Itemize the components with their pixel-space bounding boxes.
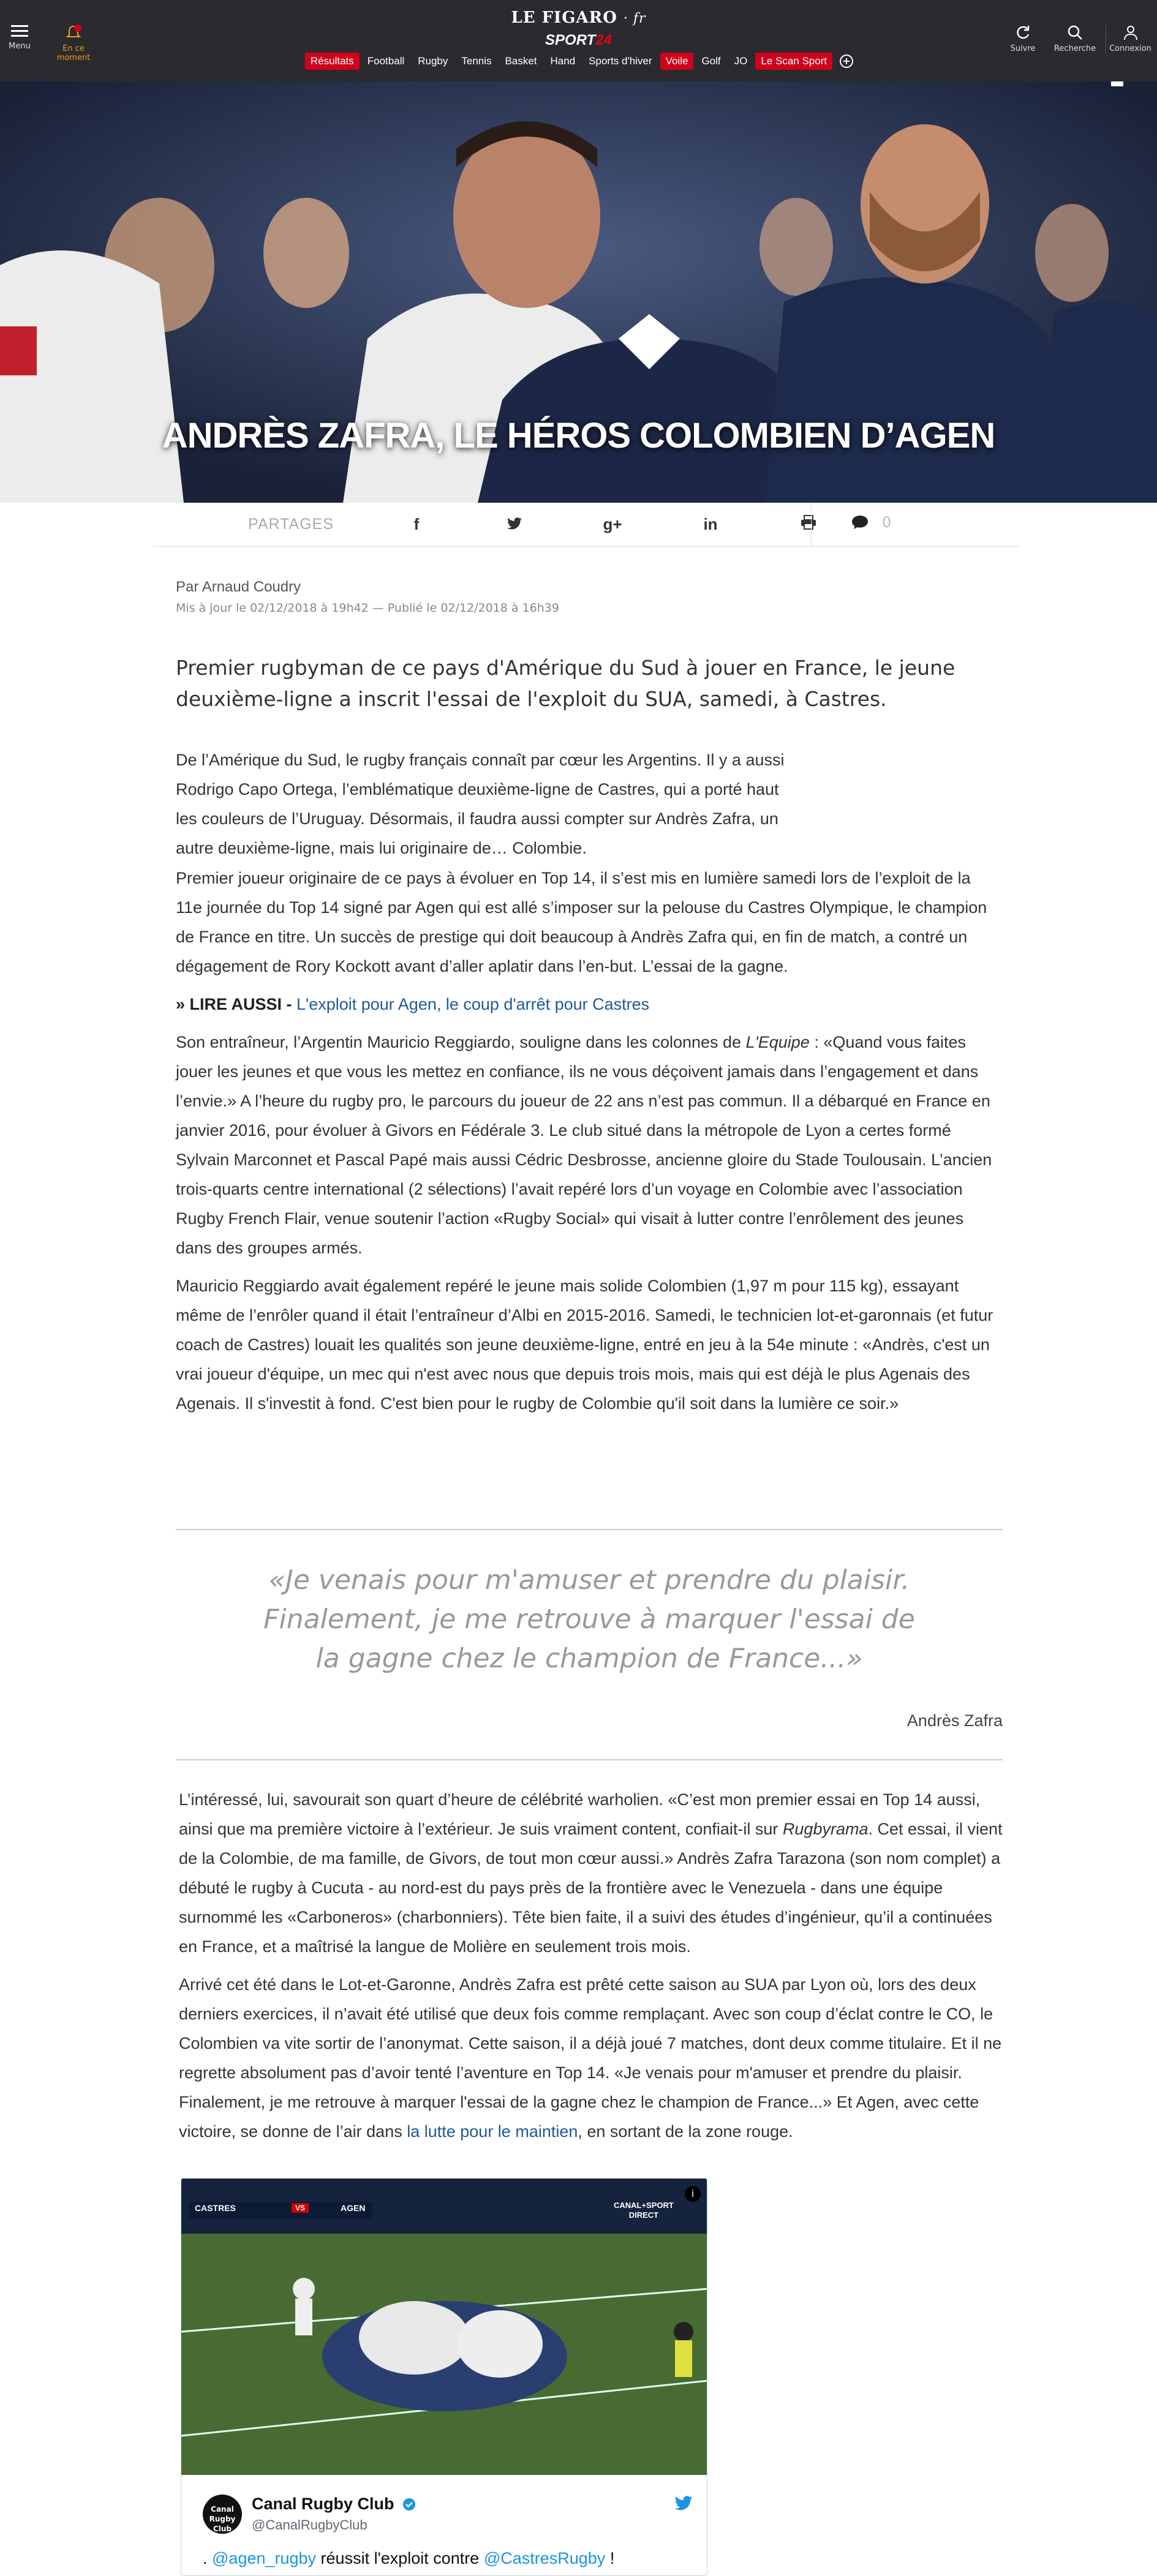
more-icon[interactable] (840, 54, 853, 68)
maintien-link[interactable]: la lutte pour le maintien (407, 2122, 578, 2141)
comment-icon (851, 515, 869, 530)
facebook-icon: f (413, 515, 420, 533)
linkedin-share-button[interactable] (661, 515, 759, 534)
article-body-p1 (176, 745, 794, 871)
nav-item[interactable]: Basket (505, 55, 537, 67)
linkedin-icon: in (703, 515, 718, 533)
google-plus-share-button[interactable] (563, 515, 661, 534)
search-icon (1067, 24, 1083, 40)
embedded-tweet[interactable] (181, 2178, 707, 2576)
paragraph: L’intéressé, lui, savourait son quart d’heure de célébrité warholien. «C’est mon premier essai en Top 14 aussi, ainsi que ma première victoire à l’extérieur. Je suis vraiment content, confiait-il sur Rugbyrama. Cet essai, il vient de la Colombie, de ma famille, de Givors, de tout mon cœur aussi.» Andrès Zafra Tarazona (son nom complet) a débuté le rugby à Cucuta - au nord-est du pays près de la frontière avec le Venezuela - dans une équipe surnommé les «Carboneros» (charbonniers). Tête bien faite, il a suivi des études d’ingénieur, qu’il a continuées en France, et a maîtrisé la langue de Molière en seulement trois mois. (179, 1790, 1003, 1956)
score-away: AGEN (341, 2203, 366, 2213)
nav-item[interactable]: Rugby (418, 55, 448, 67)
suivre-button[interactable] (1004, 24, 1041, 53)
mention-agen[interactable]: @agen_rugby (212, 2549, 317, 2567)
share-label: PARTAGES (248, 516, 334, 533)
connexion-label: Connexion (1109, 44, 1151, 53)
article-lead: Premier rugbyman de ce pays d'Amérique du Sud à jouer en France, le jeune deuxième-ligne a inscrit l'essai de l'exploit du SUA, samedi, à Castres. (176, 656, 955, 712)
byline: Par Arnaud Coudry (176, 579, 301, 595)
score-home: CASTRES (195, 2203, 236, 2213)
nav-item[interactable]: Hand (550, 55, 576, 67)
print-icon (801, 515, 816, 530)
article-body (176, 863, 1000, 1427)
quote-author: Andrès Zafra (906, 1711, 1003, 1730)
paragraph: Arrivé cet été dans le Lot-et-Garonne, Andrès Zafra est prêté cette saison au SUA par Lyon où, lors des deux derniers exercices, il n’avait été utilisé que deux fois comme remplaçant. Avec son coup d’éclat contre le CO, le Colombien va vite sortir de l’anonymat. Cette saison, il a déjà joué 7 matches, dont deux comme titulaire. Et il ne regrette absolument pas d’avoir tenté l’aventure en Top 14. «Je venais pour m'amuser et prendre du plaisir. Finalement, je me retrouve à marquer l'essai de la gagne chez le champion de France...» Et Agen, avec cette victoire, se donne de l’air dans la lutte pour le maintien, en sortant de la zone rouge. (179, 1975, 1002, 2141)
main-nav (0, 53, 1157, 70)
nav-item[interactable]: Golf (701, 55, 721, 67)
nav-item[interactable]: Le Scan Sport (755, 53, 832, 70)
lire-aussi-link[interactable]: L'exploit pour Agen, le coup d'arrêt pour Castres (296, 995, 650, 1013)
lire-aussi (176, 989, 1000, 1019)
user-icon (1123, 24, 1139, 40)
article-body-2 (179, 1785, 1003, 2155)
refresh-icon (1015, 24, 1031, 40)
score-vs: VS (292, 2203, 309, 2213)
nav-item[interactable]: JO (734, 55, 748, 67)
menu-label: Menu (9, 42, 31, 51)
comments-button[interactable] (851, 514, 891, 531)
print-button[interactable] (759, 515, 857, 534)
nav-item[interactable]: Voile (660, 53, 694, 70)
tweet-text: . @agen_rugby réussit l'exploit contre @CastresRugby ! (203, 2549, 615, 2567)
twitter-share-button[interactable] (465, 515, 563, 534)
hero-image (0, 81, 1157, 503)
paragraph: Premier joueur originaire de ce pays à évoluer en Top 14, il s’est mis en lumière samedi lors de l’exploit de la 11e journée du Top 14 signé par Agen qui est allé s’imposer sur la pelouse du Castres Olympique, le champion de France en titre. Un succès de prestige qui doit beaucoup à Andrès Zafra qui, en fin de match, a contré un dégagement de Rory Kockott avant d’aller aplatir dans l’en-but. L’essai de la gagne. (176, 869, 987, 975)
info-icon[interactable]: i (685, 2186, 701, 2202)
top-bar (0, 0, 1157, 81)
figaro-logo[interactable]: LE FIGARO · fr (511, 9, 646, 27)
nav-item[interactable]: Football (367, 55, 405, 67)
comment-count: 0 (882, 514, 892, 531)
tweet-author-name: Canal Rugby Club (252, 2495, 416, 2514)
article-title: ANDRÈS ZAFRA, LE HÉROS COLOMBIEN D’AGEN (162, 416, 995, 456)
recherche-button[interactable] (1050, 24, 1099, 53)
en-ce-moment-label: En ce moment (56, 44, 91, 62)
pull-quote (176, 1529, 1003, 1760)
tweet-handle: @CanalRugbyClub (252, 2517, 367, 2533)
nav-item[interactable]: Résultats (305, 53, 360, 70)
rugby-match-frame (181, 2179, 707, 2475)
paragraph: Mauricio Reggiardo avait également repéré le jeune mais solide Colombien (1,97 m pour 115 kg), essayant même de l’enrôler quand il était l’entraîneur d’Albi en 2015-2016. Samedi, le technicien lot-et-garonnais (et futur coach de Castres) louait les qualités son jeune deuxième-ligne, entré en jeu à la 54e minute : «Andrès, c'est un vrai joueur d'équipe, un mec qui n'est avec nous que depuis trois mois, mais qui est déjà le plus Agenais des Agenais. Il s'investit à fond. C'est bien pour le rugby de Colombie qu'il soit dans la lumière ce soir.» (176, 1277, 993, 1413)
facebook-share-button[interactable] (367, 515, 465, 534)
share-bar (153, 503, 1020, 547)
twitter-bird-icon[interactable] (674, 2496, 693, 2510)
avatar[interactable]: Canal Rugby Club (203, 2495, 242, 2534)
mention-castres[interactable]: @CastresRugby (483, 2549, 606, 2567)
share-divider (811, 503, 812, 547)
recherche-label: Recherche (1053, 44, 1096, 53)
paragraph: De l’Amérique du Sud, le rugby français connaît par cœur les Argentins. Il y a aussi Rodrigo Capo Ortega, l’emblématique deuxième-ligne de Castres, qui a porté haut les couleurs de l’Uruguay. Désormais, il faudra aussi compter sur Andrès Zafra, un autre deuxième-ligne, mais lui originaire de… Colombie. (176, 751, 785, 857)
nav-item[interactable]: Tennis (461, 55, 492, 67)
publication-dates: Mis à jour le 02/12/2018 à 19h42 — Publié le 02/12/2018 à 16h39 (176, 601, 559, 615)
channel-logo: CANAL+SPORT DIRECT (614, 2201, 674, 2220)
lire-aussi-label: » LIRE AUSSI - (176, 995, 297, 1013)
quote-text: «Je venais pour m'amuser et prendre du plaisir. Finalement, je me retrouve à marquer l'essai de la gagne chez le champion de France...» (263, 1564, 915, 1674)
verified-icon (402, 2498, 416, 2511)
connexion-button[interactable] (1106, 24, 1155, 53)
google-plus-icon: g+ (603, 515, 622, 533)
nav-item[interactable]: Sports d'hiver (589, 55, 652, 67)
paragraph: Son entraîneur, l’Argentin Mauricio Reggiardo, souligne dans les colonnes de L'Equipe : «Quand vous faites jouer les jeunes et que vous les mettez en confiance, ils ne vous déçoivent jamais dans l’engagement et dans l’envie.» A l’heure du rugby pro, le parcours du joueur de 22 ans n’est pas commun. Il a débarqué en France en janvier 2016, pour évoluer à Givors en Fédérale 3. Le club situé dans la métropole de Lyon a certes formé Sylvain Marconnet et Pascal Papé mais aussi Cédric Desbrosse, ancienne gloire du Stade Toulousain. L’ancien trois-quarts centre international (2 sélections) l’avait repéré lors d’un voyage en Colombie avec l’association Rugby French Flair, venue soutenir l’action «Rugby Social» qui visait à lutter contre l’enrôlement des jeunes dans des groupes armés. (176, 1033, 992, 1257)
sport24-logo[interactable]: SPORT24 (545, 32, 612, 48)
twitter-icon (507, 517, 522, 530)
tweet-video[interactable] (181, 2179, 707, 2475)
tweet-author[interactable] (203, 2490, 693, 2539)
suivre-label: Suivre (1010, 44, 1036, 53)
